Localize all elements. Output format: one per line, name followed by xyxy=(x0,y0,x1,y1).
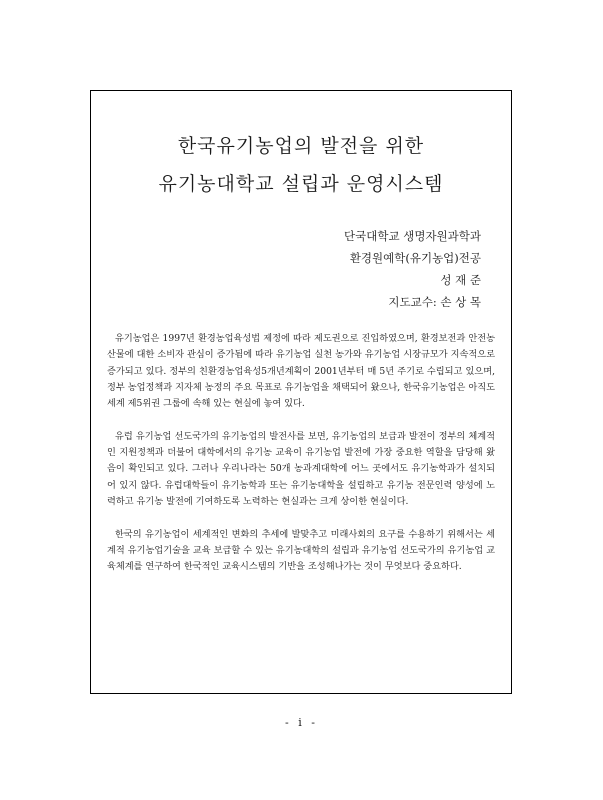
abstract-paragraph-1: 유기농업은 1997년 환경농업육성법 제정에 따라 제도권으로 진입하였으며, 환경보전과 안전농산물에 대한 소비자 관심이 증가됨에 따라 유기농업 실천 농가와 유기농업 시장규모가 지속적으로 증가되고 있다. 정부의 친환경농업육성5개년계획이 2001년부터 매 5년 주기로 수립되고 있으며, 정부 농업정책과 지자체 농정의 주요 목표로 유기농업을 채택되어 왔으나, 한국유기농업은 아직도 세계 제5위권 그룹에 속해 있는 현실에 놓여 있다. xyxy=(107,333,495,410)
abstract-body xyxy=(107,331,495,592)
abstract-paragraph-2: 유럽 유기농업 선도국가의 유기농업의 발전사를 보면, 유기농업의 보급과 발전이 정부의 체계적인 지원정책과 더불어 대학에서의 유기농 교육이 유기농업 발전에 가장 중요한 역할을 담당해 왔음이 확인되고 있다. 그러나 우리나라는 50개 농과계대학에 어느 곳에서도 유기농학과가 설치되어 있지 않다. 유럽대학들이 유기농학과 또는 유기농대학을 설립하고 유기농 전문인력 양성에 노력하고 유기농 발전에 기여하도록 노력하는 현실과는 크게 상이한 현실이다. xyxy=(107,430,495,507)
advisor-name: 지도교수: 손 상 목 xyxy=(388,295,481,309)
author-affiliation: 단국대학교 생명자원과학과 xyxy=(344,229,481,243)
title-line-1: 한국유기농업의 발전을 위한 xyxy=(177,135,425,157)
author-major: 환경원예학(유기농업)전공 xyxy=(349,251,481,265)
abstract-frame xyxy=(90,90,512,694)
title-line-2: 유기농대학교 설립과 운영시스템 xyxy=(158,173,444,195)
author-block xyxy=(344,225,481,313)
author-name: 성 재 준 xyxy=(440,273,481,287)
abstract-paragraph-3: 한국의 유기농업이 세계적인 변화의 추세에 발맞추고 미래사회의 요구를 수용하기 위해서는 세계적 유기농업기술을 교육 보급할 수 있는 유기농대학의 설립과 유기농업 선도국가의 유기농업 교육체계를 연구하여 한국적인 교육시스템의 기반을 조성해나가는 것이 무엇보다 중요하다. xyxy=(107,528,495,573)
page-number: - i - xyxy=(285,716,318,729)
